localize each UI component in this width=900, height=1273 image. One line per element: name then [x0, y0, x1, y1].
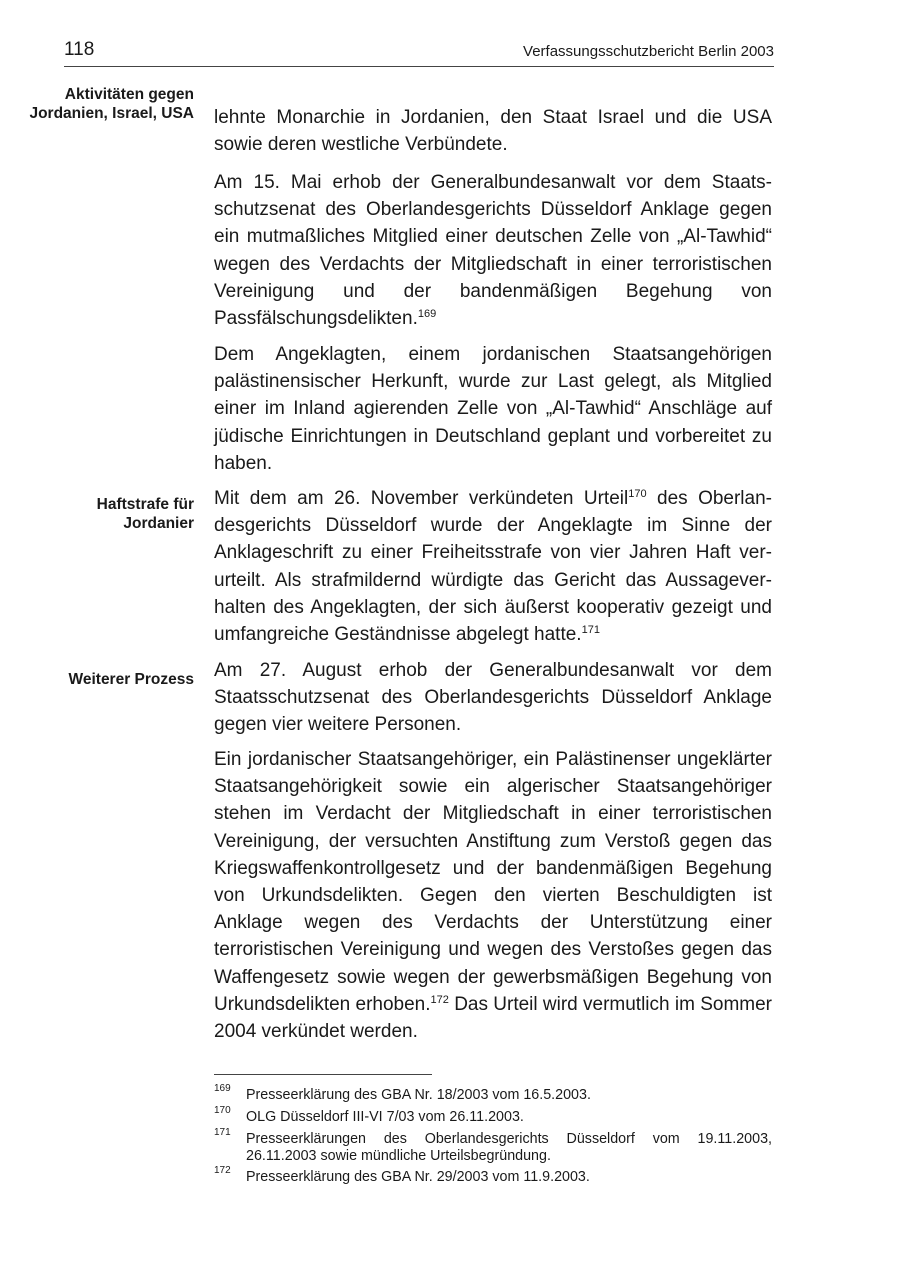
footnote-ref-171: 171 — [581, 623, 600, 636]
footnote-number: 171 — [214, 1127, 231, 1138]
footnote-171 — [214, 1127, 772, 1165]
paragraph-6: Ein jordanischer Staatsangehöriger, ein Palästinenser ungeklärter Staatsangehörigkeit sowie ein algerischer Staatsangehöriger stehen im Verdacht der Mitgliedschaft in einer terroristischen Vereinigung, der versuchten Anstiftung zum Verstoß gegen das Kriegswaffenkontrollgesetz und der bandenmäßigen Begehung von Urkundsdelikten. Gegen den vierten Beschuldigten ist Anklage wegen des Verdachts der Unterstützung einer terroristischen Vereinigung und wegen des Verstoßes gegen das Waffengesetz sowie wegen der gewerbsmäßigen Begehung von Urkundsdelikten erhoben.$^{172}$ Das Urteil wird vermutlich im Sommer 2004 verkündet werden. — [214, 749, 773, 1043]
footnote-172 — [214, 1165, 772, 1186]
paragraph-3: Dem Angeklagten, einem jordanischen Staatsangehörigen palästinensischer Herkunft, wurde zur Last gelegt, als Mitglied einer im Inland agierenden Zelle von „Al-Tawhid“ Anschläge auf jüdische Einrichtungen in Deutschland geplant und vorbereitet zu haben. — [214, 344, 772, 474]
margin-note-further-trial: Weiterer Prozess — [68, 671, 194, 688]
page-number: 118 — [64, 39, 95, 60]
margin-note-prison-sentence: Haftstrafe für Jordanier — [96, 496, 194, 532]
paragraph-2: Am 15. Mai erhob der Generalbundesanwalt vor dem Staatsschutzsenat des Oberlandesgerichts Düsseldorf Anklage gegen ein mutmaßliches Mitglied einer deutschen Zelle von „Al-Tawhid“ wegen des Verdachts der Mitgliedschaft in einer terroristischen Vereinigung und der bandenmäßigen Begehung von Passfälschungsdelikten.$^{169}$ — [214, 172, 772, 330]
footnote-ref-169: 169 — [417, 307, 437, 320]
running-title: Verfassungsschutzbericht Berlin 2003 — [523, 43, 774, 60]
footnote-text: OLG Düsseldorf III-VI 7/03 vom 26.11.2003. — [246, 1109, 524, 1125]
paragraph-1: lehnte Monarchie in Jordanien, den Staat Israel und die USA sowie deren westliche Verbündete. — [214, 107, 772, 156]
footnote-number: 170 — [214, 1105, 231, 1116]
footnote-169 — [214, 1083, 772, 1104]
footnote-text: Presseerklärungen des Oberlandesgerichts Düsseldorf vom 19.11.2003, 26.11.2003 sowie mündliche Urteilsbegründung. — [246, 1131, 772, 1164]
footnote-number: 172 — [214, 1165, 231, 1176]
footnote-ref-172: 172 — [430, 993, 449, 1006]
paragraph-4: Mit dem am 26. November verkündeten Urteil$^{170}$ des Oberlandesgerichts Düsseldorf wurde der Angeklagte im Sinne der Anklageschrift zu einer Freiheitsstrafe von vier Jahren Haft verurteilt. Als strafmildernd würdigte das Gericht das Aussageverhalten des Angeklagten, der sich äußerst kooperativ gezeigt und umfangreiche Geständnisse abgelegt hatte.$^{171}$ — [214, 487, 772, 646]
footnote-170 — [214, 1105, 772, 1126]
footnote-divider — [214, 1074, 432, 1075]
margin-note-activities: Aktivitäten gegen Jordanien, Israel, USA — [29, 86, 194, 122]
page-header — [64, 38, 774, 67]
footnote-ref-170: 170 — [628, 487, 647, 500]
footnote-text: Presseerklärung des GBA Nr. 18/2003 vom 16.5.2003. — [246, 1087, 591, 1103]
footnote-text: Presseerklärung des GBA Nr. 29/2003 vom 11.9.2003. — [246, 1169, 590, 1185]
footnote-number: 169 — [214, 1083, 231, 1094]
paragraph-5: Am 27. August erhob der Generalbundesanwalt vor dem Staatsschutzsenat des Oberlandesgerichts Düsseldorf Anklage gegen vier weitere Personen. — [214, 660, 772, 736]
